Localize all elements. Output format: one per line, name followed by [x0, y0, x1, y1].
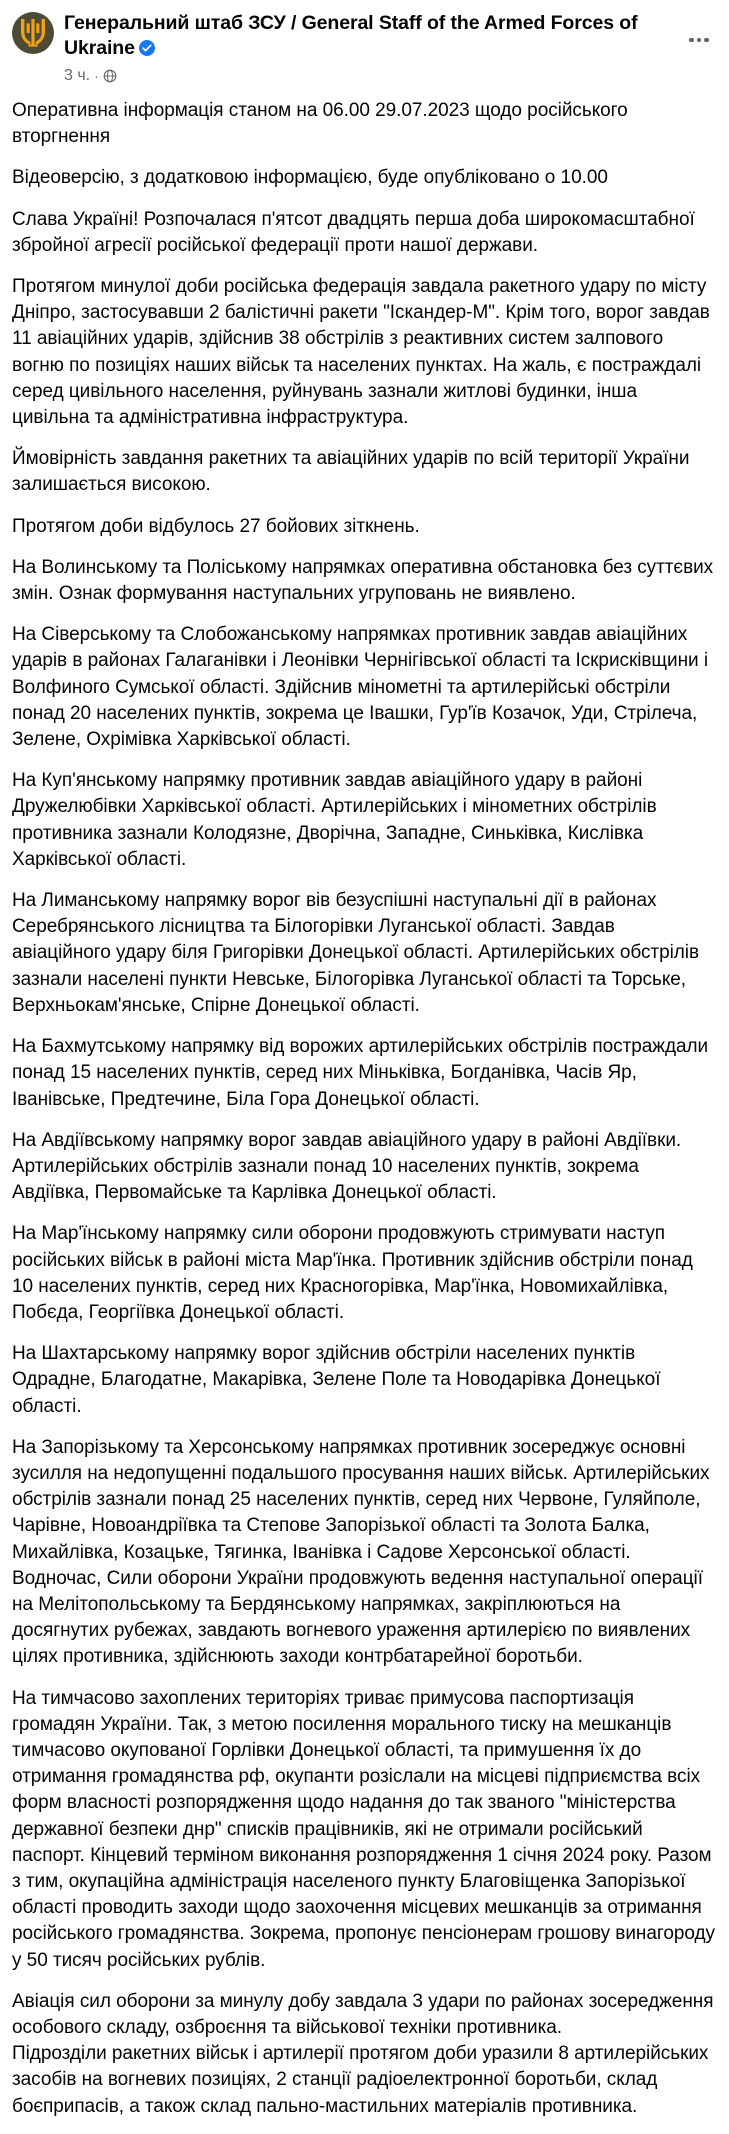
ellipsis-horizontal-icon	[697, 38, 702, 43]
post-paragraph: Підрозділи ракетних військ і артилерії протягом доби уразили 8 артилерійських засобів на вогневих позиціях, 2 станції радіоелектронної боротьби, склад боєприпасів, а також склад пально-мастильних матеріалів противника.	[12, 2043, 709, 2117]
post-paragraph: На Шахтарському напрямку ворог здійснив обстріли населених пунктів Одрадне, Благодатне, Макарівка, Зелене Поле та Новодарівка Донецької області.	[12, 1343, 661, 1417]
post-header	[0, 0, 729, 90]
post-paragraph: Авіація сил оборони за минулу добу завдала 3 удари по районах зосередження особового складу, озброєння та військової техніки противника.	[12, 1990, 714, 2038]
post-paragraph: На Волинському та Поліському напрямках оперативна обстановка без суттєвих змін. Ознак формування наступальних угруповань не виявлено.	[12, 556, 714, 605]
post-paragraph: На Сіверському та Слобожанському напрямках противник завдав авіаційних ударів в районах Галаганівки і Леонівки Чернігівської області та Іскрисківщини і Волфиного Сумської області. Здійснив мінометні та артилерійські обстріли понад 20 населених пунктів, зокрема це Івашки, Гур'їв Козачок, Уди, Стрілеча, Зелене, Охрімівка Харківської області.	[12, 624, 708, 751]
post-paragraph: На Бахмутському напрямку від ворожих артилерійських обстрілів постраждали понад 15 населених пунктів, серед них Міньківка, Богданівка, Часів Яр, Іванівське, Предтечине, Біла Гора Донецької області.	[12, 1036, 709, 1110]
post-paragraph: Ймовірність завдання ракетних та авіаційних ударів по всій території України залишається високою.	[12, 448, 690, 496]
post-paragraph: На Запорізькому та Херсонському напрямках противник зосереджує основні зусилля на недопущенні подальшого просування наших військ. Артилерійських обстрілів зазнали понад 25 населених пунктів, серед них Червоне, Гуляйполе, Чарівне, Новоандріївка та Степове Запорізької області та Золота Балка, Михайлівка, Козацьке, Тягинка, Іванівка і Садове Херсонської області. Водночас, Сили оборони України продовжують ведення наступальної операції на Мелітопольському та Бердянському напрямках, закріплюються на досягнутих рубежах, завдають вогневого ураження артилерією по виявлених цілях противника, здійснюють заходи контрбатарейної боротьби.	[12, 1436, 710, 1668]
post-paragraph: Оперативна інформація станом на 06.00 29.07.2023 щодо російського вторгнення	[12, 100, 628, 148]
post-paragraph: На Мар'їнському напрямку сили оборони продовжують стримувати наступ російських військ в районі міста Мар'їнка. Противник здійснив обстріли понад 10 населених пунктів, серед них Красногорівка, Мар'їнка, Новомихайлівка, Побєда, Георгіївка Донецької області.	[12, 1223, 693, 1323]
post-paragraph: На Авдіївському напрямку ворог завдав авіаційного удару в районі Авдіївки. Артилерійських обстрілів зазнали понад 10 населених пунктів, зокрема Авдіївка, Первомайське та Карлівка Донецької області.	[12, 1129, 682, 1204]
post-paragraph: На Лиманському напрямку ворог вів безуспішні наступальні дії в районах Серебрянського лісництва та Білогорівки Луганської області. Завдав авіаційного удару біля Григорівки Донецької області. Артилерійських обстрілів зазнали населені пункти Невське, Білогорівка Луганської області та Торське, Верхньокам'янське, Спірне Донецької області.	[12, 890, 700, 1016]
post-options-button[interactable]	[681, 22, 717, 58]
post-header-text	[64, 10, 717, 86]
author-line	[64, 11, 665, 63]
post-paragraph: На Куп'янському напрямку противник завдав авіаційного удару в районі Дружелюбівки Харківської області. Артилерійських і мінометних обстрілів противника зазнали Колодязне, Дворічна, Западне, Синьківка, Кислівка Харківської області.	[12, 770, 657, 870]
meta-separator: ·	[94, 68, 99, 84]
verified-badge-icon	[139, 38, 155, 63]
post-timestamp[interactable]: 3 ч.	[64, 67, 91, 84]
ukraine-trident-icon	[20, 18, 46, 48]
author-name[interactable]: Генеральний штаб ЗСУ / General Staff of the Armed Forces of Ukraine	[64, 12, 638, 59]
post-meta	[64, 66, 665, 86]
post-paragraph: Протягом доби відбулось 27 бойових зіткнень.	[12, 515, 420, 537]
post-paragraph: На тимчасово захоплених територіях триває примусова паспортизація громадян України. Так, з метою посилення морального тиску на мешканців тимчасово окупованої Горлівки Донецької області, та примушення їх до отримання громадянства рф, окупанти розіслали на місцеві підприємства всіх форм власності розпорядження щодо надання до так званого "міністерства державної безпеки днр" списків працівників, які не отримали російський паспорт. Кінцевий терміном виконання розпорядження 1 січня 2024 року. Разом з тим, окупаційна адміністрація населеного пункту Благовіщенка Запорізької області проводить заходи щодо заохочення місцевих мешканців за отримання російського громадянства. Зокрема, пропонує пенсіонерам грошову винагороду у 50 тисяч російських рублів.	[12, 1687, 715, 1971]
ellipsis-horizontal-icon	[704, 38, 709, 43]
globe-icon[interactable]	[103, 69, 117, 83]
post-paragraph: Слава Україні! Розпочалася п'ятсот двадцять перша доба широкомасштабної збройної агресії російської федерації проти нашої держави.	[12, 208, 695, 256]
post-body	[0, 90, 729, 2134]
avatar[interactable]	[12, 12, 54, 54]
post-paragraph: Відеоверсію, з додатковою інформацією, буде опубліковано о 10.00	[12, 167, 608, 189]
ellipsis-horizontal-icon	[689, 38, 694, 43]
post-paragraph: Протягом минулої доби російська федерація завдала ракетного удару по місту Дніпро, застосувавши 2 балістичні ракети "Іскандер-М". Крім того, ворог завдав 11 авіаційних ударів, здійснив 38 обстрілів з реактивних систем залпового вогню по позиціях наших військ та населених пунктах. На жаль, є постраждалі серед цивільного населення, руйнувань зазнали житлові будинки, інша цивільна та адміністративна інфраструктура.	[12, 276, 710, 429]
